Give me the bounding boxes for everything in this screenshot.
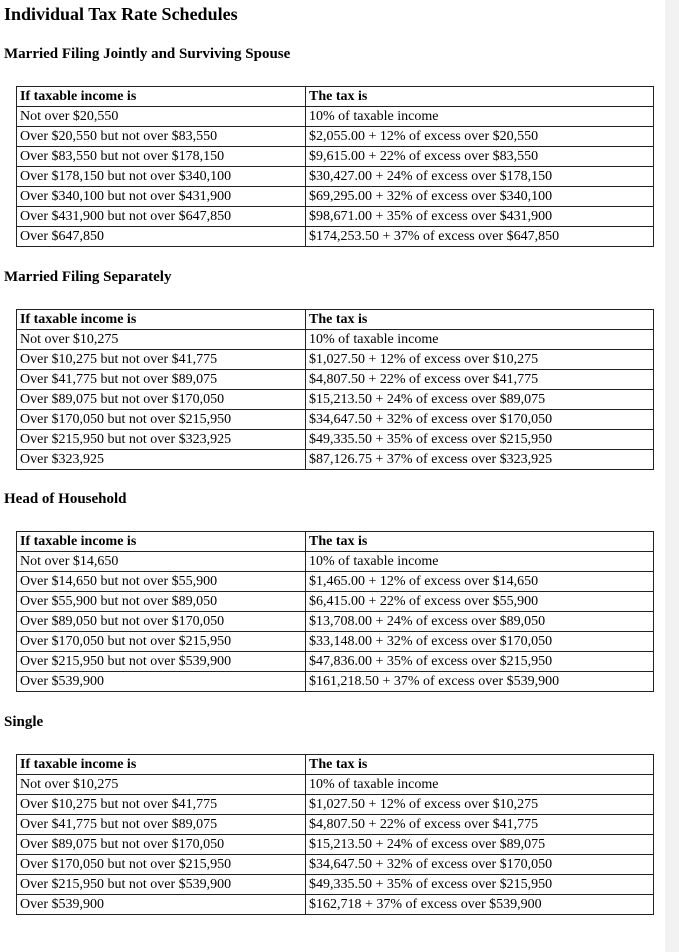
scrollbar-track[interactable] [665, 0, 679, 952]
income-bracket-cell: Over $323,925 [17, 450, 306, 470]
table-row [17, 592, 654, 612]
income-bracket-cell: Over $170,050 but not over $215,950 [17, 410, 306, 430]
table-row [17, 450, 654, 470]
income-bracket-cell: Over $83,550 but not over $178,150 [17, 147, 306, 167]
tax-formula-cell: 10% of taxable income [306, 552, 654, 572]
tax-formula-cell: $47,836.00 + 35% of excess over $215,950 [306, 652, 654, 672]
schedule-section-head-of-household [0, 489, 679, 689]
rate-table [16, 531, 654, 692]
table-row [17, 572, 654, 592]
table-row [17, 227, 654, 247]
table-row [17, 652, 654, 672]
tax-formula-cell: 10% of taxable income [306, 775, 654, 795]
table-row [17, 330, 654, 350]
rate-table [16, 309, 654, 470]
tax-formula-cell: $174,253.50 + 37% of excess over $647,850 [306, 227, 654, 247]
income-bracket-cell: Over $178,150 but not over $340,100 [17, 167, 306, 187]
table-row [17, 107, 654, 127]
tax-formula-cell: $34,647.50 + 32% of excess over $170,050 [306, 410, 654, 430]
income-bracket-cell: Over $170,050 but not over $215,950 [17, 632, 306, 652]
tax-formula-cell: $6,415.00 + 22% of excess over $55,900 [306, 592, 654, 612]
income-bracket-cell: Not over $14,650 [17, 552, 306, 572]
table-row [17, 350, 654, 370]
tax-formula-cell: $30,427.00 + 24% of excess over $178,150 [306, 167, 654, 187]
tax-formula-cell: $15,213.50 + 24% of excess over $89,075 [306, 835, 654, 855]
table-row [17, 390, 654, 410]
schedule-title: Married Filing Jointly and Surviving Spouse [4, 46, 291, 62]
tax-formula-cell: $69,295.00 + 32% of excess over $340,100 [306, 187, 654, 207]
income-bracket-cell: Over $539,900 [17, 895, 306, 915]
table-row [17, 875, 654, 895]
tax-formula-cell: $4,807.50 + 22% of excess over $41,775 [306, 370, 654, 390]
income-bracket-cell: Over $10,275 but not over $41,775 [17, 350, 306, 370]
tax-formula-cell: $13,708.00 + 24% of excess over $89,050 [306, 612, 654, 632]
income-column-header: If taxable income is [17, 310, 306, 330]
schedule-section-single [0, 712, 679, 912]
table-row [17, 632, 654, 652]
table-header-row [17, 87, 654, 107]
rate-table [16, 754, 654, 915]
tax-formula-cell: $98,671.00 + 35% of excess over $431,900 [306, 207, 654, 227]
rate-table [16, 86, 654, 247]
income-bracket-cell: Not over $20,550 [17, 107, 306, 127]
income-bracket-cell: Over $89,075 but not over $170,050 [17, 835, 306, 855]
income-bracket-cell: Over $14,650 but not over $55,900 [17, 572, 306, 592]
income-bracket-cell: Over $431,900 but not over $647,850 [17, 207, 306, 227]
tax-formula-cell: 10% of taxable income [306, 107, 654, 127]
tax-formula-cell: $9,615.00 + 22% of excess over $83,550 [306, 147, 654, 167]
income-bracket-cell: Over $539,900 [17, 672, 306, 692]
income-bracket-cell: Over $215,950 but not over $539,900 [17, 652, 306, 672]
tax-column-header: The tax is [306, 87, 654, 107]
income-bracket-cell: Over $41,775 but not over $89,075 [17, 370, 306, 390]
tax-formula-cell: $33,148.00 + 32% of excess over $170,050 [306, 632, 654, 652]
tax-formula-cell: $1,027.50 + 12% of excess over $10,275 [306, 795, 654, 815]
income-bracket-cell: Over $215,950 but not over $323,925 [17, 430, 306, 450]
table-row [17, 612, 654, 632]
income-column-header: If taxable income is [17, 755, 306, 775]
income-bracket-cell: Over $89,050 but not over $170,050 [17, 612, 306, 632]
schedule-section-married-separately [0, 267, 679, 467]
income-bracket-cell: Over $41,775 but not over $89,075 [17, 815, 306, 835]
table-row [17, 167, 654, 187]
income-bracket-cell: Not over $10,275 [17, 775, 306, 795]
income-column-header: If taxable income is [17, 532, 306, 552]
tax-formula-cell: $161,218.50 + 37% of excess over $539,900 [306, 672, 654, 692]
table-row [17, 835, 654, 855]
tax-formula-cell: 10% of taxable income [306, 330, 654, 350]
income-bracket-cell: Over $89,075 but not over $170,050 [17, 390, 306, 410]
schedule-title: Single [4, 714, 44, 730]
table-row [17, 187, 654, 207]
tax-formula-cell: $162,718 + 37% of excess over $539,900 [306, 895, 654, 915]
tax-formula-cell: $4,807.50 + 22% of excess over $41,775 [306, 815, 654, 835]
tax-formula-cell: $1,465.00 + 12% of excess over $14,650 [306, 572, 654, 592]
income-bracket-cell: Over $340,100 but not over $431,900 [17, 187, 306, 207]
table-row [17, 795, 654, 815]
schedule-title: Head of Household [4, 491, 127, 507]
table-row [17, 410, 654, 430]
tax-column-header: The tax is [306, 532, 654, 552]
table-row [17, 815, 654, 835]
table-row [17, 370, 654, 390]
table-header-row [17, 532, 654, 552]
table-header-row [17, 310, 654, 330]
page-title: Individual Tax Rate Schedules [4, 4, 238, 24]
income-bracket-cell: Over $170,050 but not over $215,950 [17, 855, 306, 875]
income-bracket-cell: Not over $10,275 [17, 330, 306, 350]
table-row [17, 775, 654, 795]
table-header-row [17, 755, 654, 775]
income-column-header: If taxable income is [17, 87, 306, 107]
table-row [17, 552, 654, 572]
schedule-section-married-jointly [0, 44, 679, 244]
table-row [17, 855, 654, 875]
tax-formula-cell: $2,055.00 + 12% of excess over $20,550 [306, 127, 654, 147]
table-row [17, 672, 654, 692]
tax-formula-cell: $49,335.50 + 35% of excess over $215,950 [306, 430, 654, 450]
table-row [17, 147, 654, 167]
income-bracket-cell: Over $55,900 but not over $89,050 [17, 592, 306, 612]
table-row [17, 127, 654, 147]
income-bracket-cell: Over $215,950 but not over $539,900 [17, 875, 306, 895]
schedule-title: Married Filing Separately [4, 269, 172, 285]
tax-formula-cell: $49,335.50 + 35% of excess over $215,950 [306, 875, 654, 895]
tax-formula-cell: $87,126.75 + 37% of excess over $323,925 [306, 450, 654, 470]
tax-formula-cell: $1,027.50 + 12% of excess over $10,275 [306, 350, 654, 370]
income-bracket-cell: Over $647,850 [17, 227, 306, 247]
tax-formula-cell: $15,213.50 + 24% of excess over $89,075 [306, 390, 654, 410]
income-bracket-cell: Over $20,550 but not over $83,550 [17, 127, 306, 147]
income-bracket-cell: Over $10,275 but not over $41,775 [17, 795, 306, 815]
table-row [17, 207, 654, 227]
tax-column-header: The tax is [306, 310, 654, 330]
tax-column-header: The tax is [306, 755, 654, 775]
table-row [17, 430, 654, 450]
tax-formula-cell: $34,647.50 + 32% of excess over $170,050 [306, 855, 654, 875]
table-row [17, 895, 654, 915]
